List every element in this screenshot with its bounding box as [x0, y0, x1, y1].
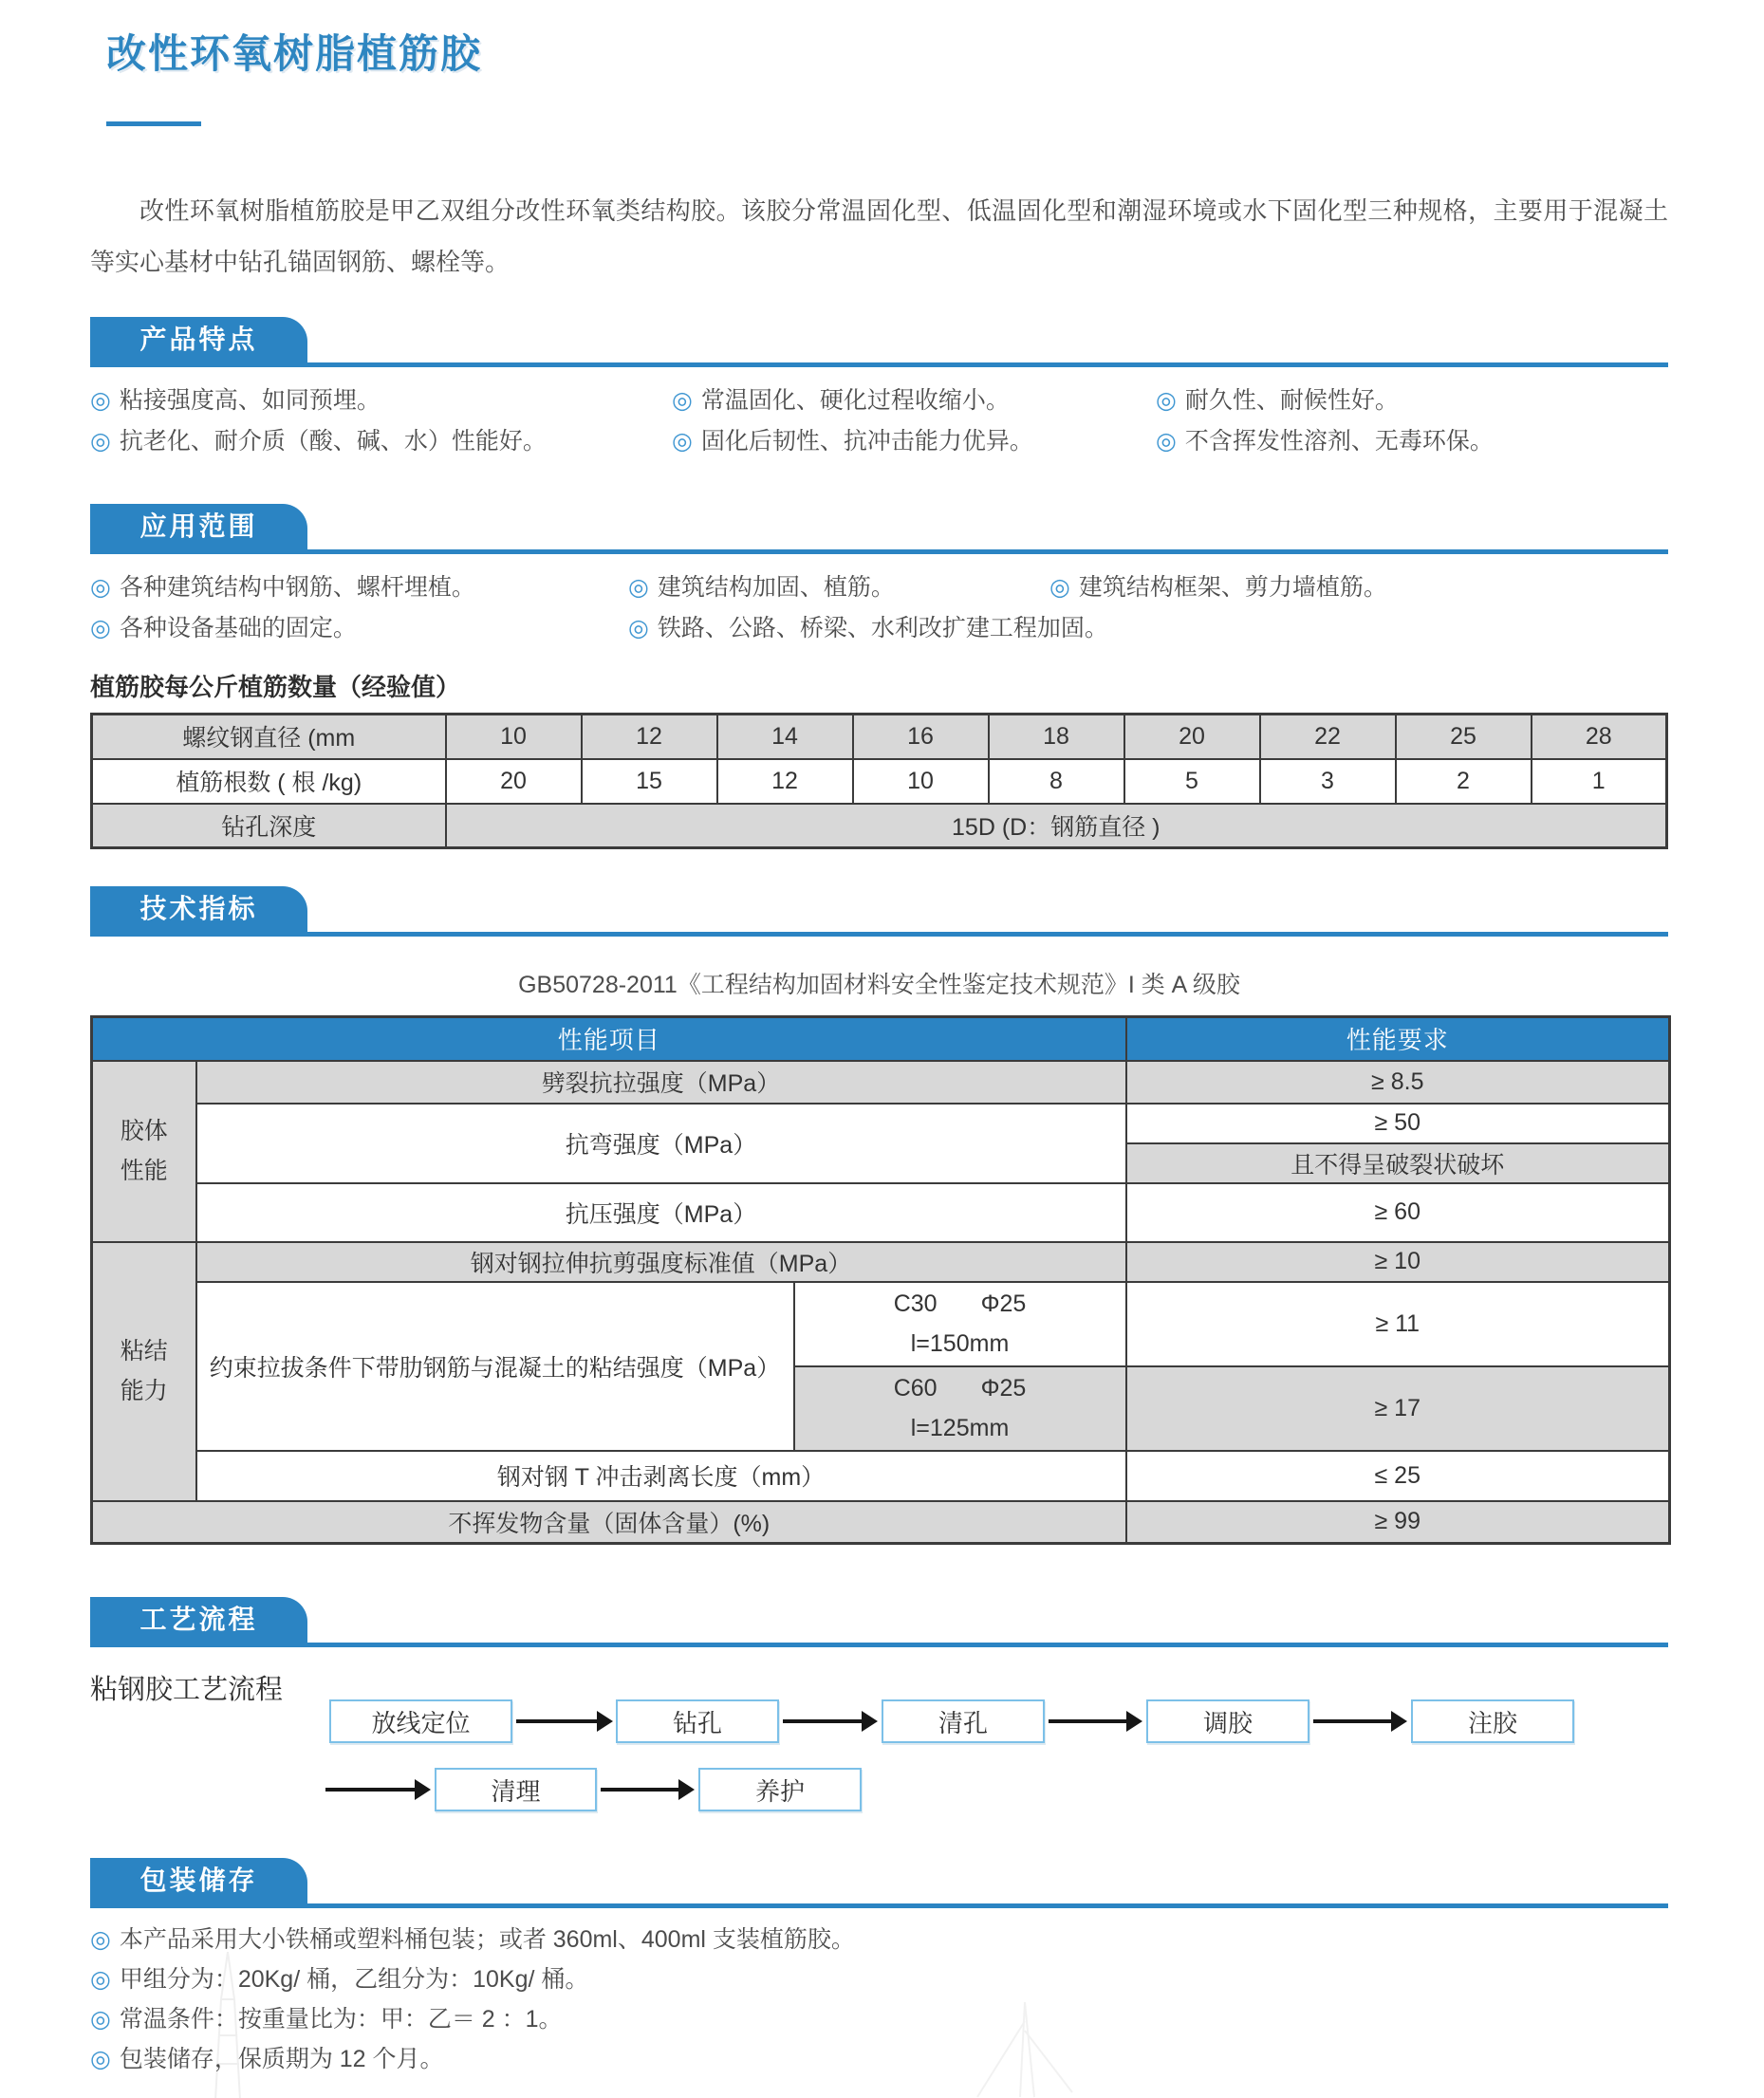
spec-req: ≥ 17: [1126, 1366, 1670, 1451]
row-label: 螺纹钢直径 (mm: [92, 715, 446, 759]
feature-text: 耐久性、耐候性好。: [1184, 387, 1399, 414]
application-text: 铁路、公路、桥梁、水利改扩建工程加固。: [657, 615, 1108, 641]
packaging-item: [90, 1959, 1668, 1999]
arrow-right-icon: [516, 1719, 598, 1723]
spec-condition: C60 Φ25 l=125mm: [794, 1366, 1126, 1451]
header-performance-requirement: 性能要求: [1126, 1017, 1670, 1061]
specs-table: [90, 1015, 1671, 1545]
ring-bullet-icon: ◎: [628, 574, 649, 601]
ring-bullet-icon: ◎: [90, 387, 111, 414]
ring-bullet-icon: ◎: [90, 615, 111, 641]
spec-req: ≥ 11: [1126, 1282, 1670, 1366]
spec-item: 抗弯强度（MPa）: [196, 1104, 1126, 1183]
arrow-right-icon: [1049, 1719, 1127, 1723]
cell: 22: [1260, 715, 1396, 759]
spec-row: [92, 1242, 1670, 1282]
feature-item: [672, 381, 1156, 421]
flow-step-cleanup: 清理: [435, 1768, 597, 1811]
row-label: 植筋根数 ( 根 /kg): [92, 759, 446, 804]
section-tab-packaging: 包装储存: [90, 1858, 307, 1903]
features-col-1: [90, 381, 672, 462]
dosage-table-title: 植筋胶每公斤植筋数量（经验值）: [90, 673, 461, 701]
spec-item: 抗压强度（MPa）: [196, 1183, 1126, 1242]
packaging-item: [90, 1999, 1668, 2039]
ring-bullet-icon: ◎: [90, 1926, 111, 1953]
ring-bullet-icon: ◎: [628, 615, 649, 641]
spec-condition: C30 Φ25 l=150mm: [794, 1282, 1126, 1366]
flow-step-clean-hole: 清孔: [882, 1699, 1045, 1743]
ring-bullet-icon: ◎: [90, 2006, 111, 2033]
row-label: 钻孔深度: [92, 804, 446, 848]
spec-req: ≥ 50: [1126, 1104, 1670, 1143]
cell: 2: [1396, 759, 1532, 804]
applications-col-2: [628, 567, 1108, 649]
section-header-process: [90, 1597, 1668, 1647]
packaging-list: [90, 1920, 1668, 2079]
specs-header-row: [92, 1017, 1670, 1061]
application-text: 各种建筑结构中钢筋、螺杆埋植。: [119, 574, 475, 601]
cell: 10: [853, 759, 989, 804]
feature-text: 粘接强度高、如同预埋。: [119, 387, 381, 414]
packaging-text: 甲组分为：20Kg/ 桶，乙组分为：10Kg/ 桶。: [119, 1966, 589, 1993]
merged-cell: 15D (D：钢筋直径 ): [446, 804, 1667, 848]
spec-req: ≥ 60: [1126, 1183, 1670, 1242]
page-title: 改性环氧树脂植筋胶: [106, 31, 483, 76]
cell: 14: [717, 715, 853, 759]
dosage-row-depth: [92, 804, 1667, 848]
flow-step-mix-glue: 调胶: [1146, 1699, 1309, 1743]
feature-text: 固化后韧性、抗冲击能力优异。: [700, 428, 1033, 455]
header-performance-item: 性能项目: [92, 1017, 1126, 1061]
feature-item: [1156, 421, 1668, 462]
process-flowchart: [90, 1647, 1668, 1847]
spec-req: 且不得呈破裂状破坏: [1126, 1143, 1670, 1183]
flow-step-layout: 放线定位: [329, 1699, 512, 1743]
spec-item: 不挥发物含量（固体含量）(%): [92, 1501, 1126, 1544]
standard-reference: GB50728-2011《工程结构加固材料安全性鉴定技术规范》I 类 A 级胶: [518, 972, 1240, 998]
packaging-text: 包装储存，保质期为 12 个月。: [119, 2046, 444, 2072]
spec-row: [92, 1451, 1670, 1501]
features-col-3: [1156, 381, 1668, 462]
cell: 10: [446, 715, 582, 759]
feature-text: 常温固化、硬化过程收缩小。: [700, 387, 1010, 414]
ring-bullet-icon: ◎: [90, 1966, 111, 1993]
ring-bullet-icon: ◎: [90, 2046, 111, 2072]
application-item: [90, 567, 628, 608]
application-text: 建筑结构框架、剪力墙植筋。: [1078, 574, 1387, 601]
section-header-specs: [90, 886, 1668, 937]
section-tab-process: 工艺流程: [90, 1597, 307, 1643]
ring-bullet-icon: ◎: [1049, 574, 1070, 601]
flow-title: 粘钢胶工艺流程: [90, 1675, 284, 1705]
cell: 3: [1260, 759, 1396, 804]
cell: 8: [989, 759, 1124, 804]
section-tab-applications: 应用范围: [90, 504, 307, 549]
group-cell: 粘结能力: [92, 1242, 196, 1501]
feature-text: 抗老化、耐介质（酸、碱、水）性能好。: [119, 428, 547, 455]
section-tab-specs: 技术指标: [90, 886, 307, 932]
cell: 20: [1124, 715, 1260, 759]
features-col-2: [672, 381, 1156, 462]
arrow-right-icon: [325, 1788, 416, 1792]
features-list: [90, 381, 1668, 462]
spec-item: 劈裂抗拉强度（MPa）: [196, 1061, 1126, 1104]
packaging-text: 本产品采用大小铁桶或塑料桶包装；或者 360ml、400ml 支装植筋胶。: [119, 1926, 855, 1953]
spec-row: [92, 1183, 1670, 1242]
cell: 20: [446, 759, 582, 804]
spec-item: 约束拉拔条件下带肋钢筋与混凝土的粘结强度（MPa）: [196, 1282, 794, 1451]
spec-item: 钢对钢 T 冲击剥离长度（mm）: [196, 1451, 1126, 1501]
ring-bullet-icon: ◎: [90, 574, 111, 601]
spec-req: ≥ 10: [1126, 1242, 1670, 1282]
title-underline: [106, 121, 201, 126]
spec-req: ≤ 25: [1126, 1451, 1670, 1501]
cell: 15: [582, 759, 717, 804]
dosage-row-diameter: [92, 715, 1667, 759]
cell: 28: [1532, 715, 1667, 759]
application-text: 各种设备基础的固定。: [119, 615, 357, 641]
cell: 25: [1396, 715, 1532, 759]
section-tab-features: 产品特点: [90, 317, 307, 362]
applications-list: [90, 567, 1668, 649]
arrow-right-icon: [783, 1719, 863, 1723]
applications-col-3: [1049, 567, 1668, 649]
section-header-applications: [90, 504, 1668, 554]
spec-row: [92, 1104, 1670, 1143]
spec-row: [92, 1061, 1670, 1104]
ring-bullet-icon: ◎: [90, 428, 111, 455]
feature-item: [90, 381, 672, 421]
flow-step-inject-glue: 注胶: [1411, 1699, 1574, 1743]
packaging-item: [90, 1920, 1668, 1959]
cell: 12: [582, 715, 717, 759]
cell: 18: [989, 715, 1124, 759]
feature-text: 不含挥发性溶剂、无毒环保。: [1184, 428, 1494, 455]
spec-req: ≥ 99: [1126, 1501, 1670, 1544]
packaging-item: [90, 2039, 1668, 2079]
spec-row: [92, 1282, 1670, 1366]
arrow-right-icon: [1313, 1719, 1392, 1723]
spec-req: ≥ 8.5: [1126, 1061, 1670, 1104]
ring-bullet-icon: ◎: [1156, 428, 1177, 455]
group-cell: 胶体性能: [92, 1061, 196, 1242]
cell: 5: [1124, 759, 1260, 804]
flow-step-drill: 钻孔: [616, 1699, 779, 1743]
feature-item: [672, 421, 1156, 462]
flow-step-curing: 养护: [698, 1768, 862, 1811]
cell: 1: [1532, 759, 1667, 804]
feature-item: [90, 421, 672, 462]
packaging-text: 常温条件：按重量比为：甲：乙＝ 2 ：1。: [119, 2006, 563, 2033]
application-item: [90, 608, 628, 649]
intro-paragraph: 改性环氧树脂植筋胶是甲乙双组分改性环氧类结构胶。该胶分常温固化型、低温固化型和潮湿环境或水下固化型三种规格，主要用于混凝土等实心基材中钻孔锚固钢筋、螺栓等。: [90, 196, 1668, 276]
application-item: [1049, 567, 1668, 608]
cell: 12: [717, 759, 853, 804]
spec-item: 钢对钢拉伸抗剪强度标准值（MPa）: [196, 1242, 1126, 1282]
ring-bullet-icon: ◎: [672, 428, 693, 455]
cell: 16: [853, 715, 989, 759]
spec-row: [92, 1501, 1670, 1544]
applications-col-1: [90, 567, 628, 649]
ring-bullet-icon: ◎: [672, 387, 693, 414]
dosage-table: [90, 713, 1668, 849]
application-item: [628, 608, 1108, 649]
application-text: 建筑结构加固、植筋。: [657, 574, 895, 601]
application-item: [628, 567, 1049, 608]
dosage-row-count: [92, 759, 1667, 804]
arrow-right-icon: [601, 1788, 679, 1792]
section-header-features: [90, 317, 1668, 367]
feature-item: [1156, 381, 1668, 421]
ring-bullet-icon: ◎: [1156, 387, 1177, 414]
section-header-packaging: [90, 1858, 1668, 1908]
